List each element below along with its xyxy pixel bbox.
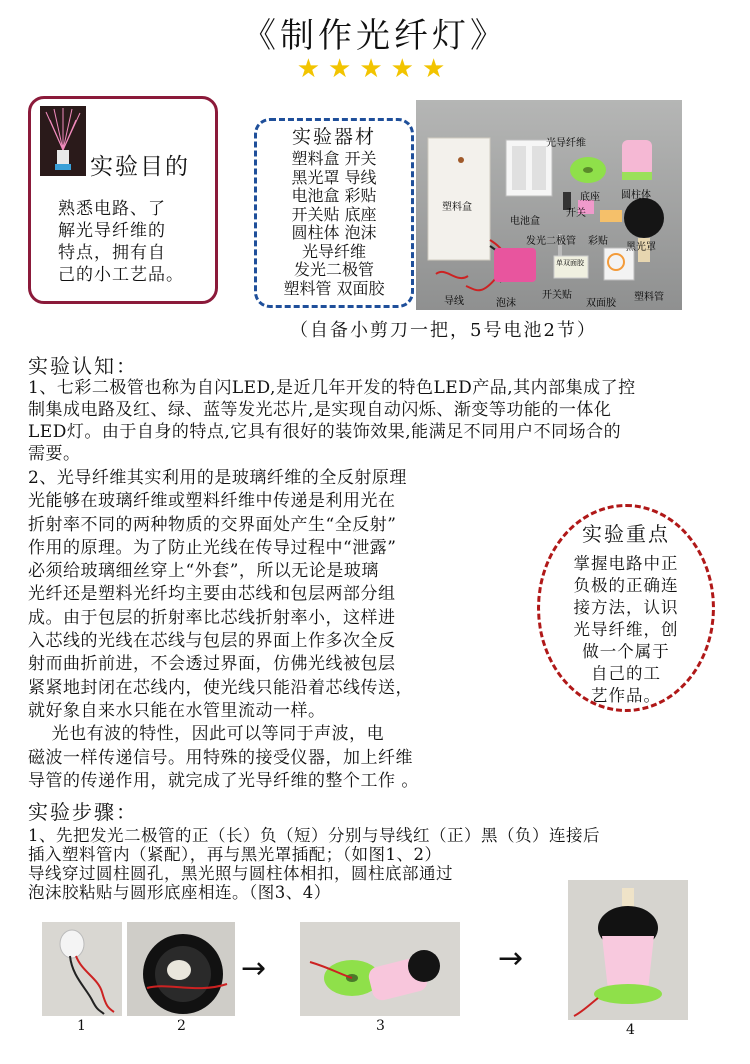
figure-1-photo — [42, 922, 122, 1016]
led-wires-drawing — [42, 922, 122, 1016]
text-line: 导管的传递作用，就完成了光导纤维的整个工作 。 — [28, 770, 419, 791]
text-line: 1、先把发光二极管的正（长）负（短）分别与导线红（正）黑（负）连接后 — [28, 826, 600, 845]
text-line: LED灯。由于自身的特点,它具有很好的装饰效果,能满足不同用户不同场合的 — [28, 422, 622, 442]
photo-label: 光导纤维 — [546, 138, 586, 149]
photo-label: 黑光罩 — [626, 242, 656, 253]
equipment-line: 开关贴 底座 — [291, 204, 377, 224]
fiber-lamp-icon — [40, 106, 86, 176]
photo-label: 圆柱体 — [621, 190, 651, 201]
sticker-print: 单双面胶 — [556, 259, 584, 267]
text-line: 2、光导纤维其实利用的是玻璃纤维的全反射原理 — [28, 468, 407, 488]
text-line: 光纤还是塑料光纤均主要由芯线和包层两部分组 — [28, 584, 396, 605]
figure-number: 4 — [626, 1022, 635, 1038]
key-line: 负极的正确连 — [573, 576, 679, 595]
assembly-drawing — [300, 922, 460, 1016]
photo-label: 彩贴 — [588, 236, 608, 247]
cognition-p2 — [28, 467, 528, 793]
figure-number: 2 — [177, 1018, 186, 1034]
key-line: 艺作品。 — [591, 686, 661, 705]
text-line: 光能够在玻璃纤维或塑料纤维中传递是利用光在 — [28, 491, 396, 512]
text-line: 必须给玻璃细丝穿上“外套”，所以无论是玻璃 — [28, 561, 379, 582]
text-line: 作用的原理。为了防止光线在传导过程中“泄露” — [28, 537, 397, 558]
text-line: 折射率不同的两种物质的交界面处产生“全反射” — [28, 514, 397, 535]
goal-title: 实验目的 — [90, 154, 190, 180]
figure-3-photo — [300, 922, 460, 1016]
photo-label: 导线 — [444, 296, 464, 307]
key-point-title: 实验重点 — [582, 522, 670, 546]
key-line: 自己的工 — [591, 664, 661, 683]
equipment-line: 光导纤维 — [301, 241, 366, 261]
equipment-list — [256, 150, 412, 298]
key-line: 掌握电路中正 — [573, 554, 679, 573]
text-line: 制集成电路及红、绿、蓝等发光芯片,是实现自动闪烁、渐变等功能的一体化 — [28, 400, 612, 420]
equipment-line: 发光二极管 — [293, 260, 374, 279]
text-line: 光也有波的特性，因此可以等同于声波，电 — [28, 724, 385, 745]
equipment-line: 电池盒 彩贴 — [291, 186, 377, 205]
key-line: 接方法，认识 — [573, 598, 679, 617]
dome-led-drawing — [127, 922, 235, 1016]
photo-label: 开关 — [566, 208, 586, 219]
text-line: 导线穿过圆柱圆孔，黑光照与圆柱体相扣，圆柱底部通过 — [28, 864, 453, 883]
key-line: 做一个属于 — [582, 642, 670, 661]
text-line: 就好象自来水只能在水管里流动一样。 — [28, 700, 326, 721]
text-line: 成。由于包层的折射率比芯线折射率小，这样进 — [28, 607, 396, 628]
arrow-icon: → — [241, 951, 267, 986]
finished-lamp-drawing — [568, 880, 688, 1020]
rating-stars: ★★★★★ — [296, 54, 454, 84]
equipment-line: 圆柱体 泡沫 — [291, 223, 377, 242]
arrow-icon: → — [498, 941, 524, 976]
text-line: 泡沫胶粘贴与圆形底座相连。（图3、4） — [28, 883, 331, 902]
goal-text — [58, 198, 208, 286]
photo-label: 电池盒 — [510, 216, 540, 227]
equipment-title: 实验器材 — [291, 126, 376, 148]
text-line: 射而曲折前进，不会透过界面，仿佛光线被包层 — [28, 654, 396, 675]
key-line: 光导纤维，创 — [573, 620, 679, 639]
photo-label: 泡沫 — [496, 298, 516, 309]
text-line: 需要。 — [28, 444, 81, 464]
photo-label: 底座 — [580, 192, 600, 203]
equipment-line: 塑料管 双面胶 — [283, 278, 385, 298]
goal-line: 特点，拥有自 — [58, 243, 166, 263]
key-point-text — [553, 553, 699, 707]
photo-label: 开关贴 — [542, 290, 572, 301]
equipment-line: 黑光罩 导线 — [291, 167, 377, 187]
photo-label: 塑料盒 — [442, 202, 472, 213]
page-title: 《制作光纤灯》 — [242, 16, 508, 56]
goal-line: 熟悉电路、了 — [58, 199, 166, 219]
cognition-p1 — [28, 377, 732, 465]
text-line: 紧紧地封闭在芯线内，使光线只能沿着芯线传送， — [28, 677, 413, 698]
text-line: 磁波一样传递信号。用特殊的接受仪器，加上纤维 — [28, 747, 413, 768]
text-line: 插入塑料管内（紧配），再与黑光罩插配；（如图1、2） — [28, 845, 442, 864]
figure-4-photo — [568, 880, 688, 1020]
figure-2-photo — [127, 922, 235, 1016]
steps-heading: 实验步骤： — [28, 800, 138, 824]
equipment-photo — [416, 100, 682, 310]
self-prepare-note: （自备小剪刀一把，5号电池2节） — [290, 320, 597, 341]
photo-label: 塑料管 — [634, 292, 664, 303]
equipment-line: 塑料盒 开关 — [291, 149, 377, 168]
photo-label: 双面胶 — [586, 298, 616, 309]
goal-line: 解光导纤维的 — [58, 221, 166, 241]
text-line: 1、七彩二极管也称为自闪LED,是近几年开发的特色LED产品,其内部集成了控 — [28, 378, 636, 398]
cognition-heading: 实验认知： — [28, 354, 138, 378]
figure-number: 1 — [77, 1018, 86, 1034]
photo-label: 发光二极管 — [526, 236, 576, 247]
text-line: 入芯线的光线在芯线与包层的界面上作多次全反 — [28, 631, 396, 652]
goal-line: 己的小工艺品。 — [58, 265, 184, 285]
figure-number: 3 — [376, 1018, 385, 1034]
